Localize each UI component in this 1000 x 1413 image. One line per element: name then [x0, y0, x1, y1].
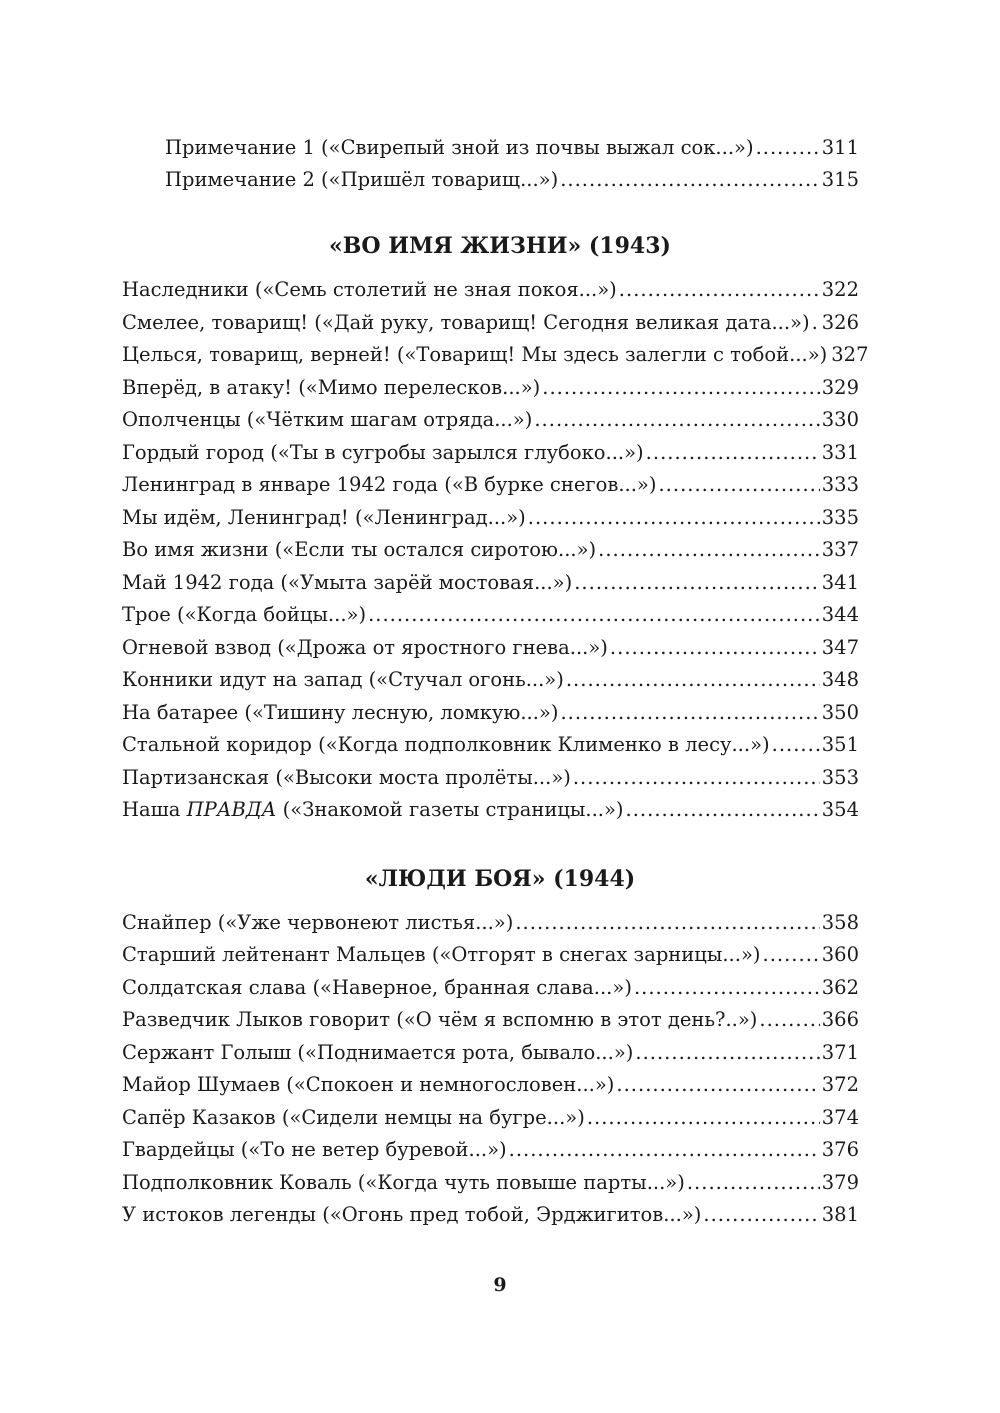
- dot-leader: [763, 942, 820, 968]
- dot-leader: [626, 797, 820, 823]
- toc-entry-title: Примечание 1 («Свирепый зной из почвы выжал сок...»): [165, 136, 754, 159]
- toc-entry: [122, 407, 859, 433]
- dot-leader: [598, 537, 820, 563]
- dot-leader: [560, 700, 819, 726]
- dot-leader: [658, 472, 819, 498]
- toc-entry-page: 315: [821, 168, 859, 191]
- dot-leader: [756, 135, 820, 161]
- toc-entry: [122, 440, 859, 466]
- dot-leader: [587, 1105, 820, 1131]
- toc-entry-title: Сержант Голыш («Поднимается рота, бывало...»): [122, 1041, 634, 1064]
- toc-entry: [122, 1202, 859, 1228]
- page-number: 9: [493, 1274, 507, 1296]
- toc-entry-page: 354: [821, 798, 859, 821]
- toc-entry-title: На батарее («Тишину лесную, ломкую...»): [122, 701, 559, 724]
- toc-entry-page: 341: [821, 571, 859, 594]
- toc-entry: [122, 342, 869, 368]
- toc-entry-page: 329: [821, 376, 859, 399]
- toc-entry-title: [122, 797, 624, 823]
- toc-entry-title-tail: («Знакомой газеты страницы...»): [276, 798, 624, 821]
- toc-entry-page: 311: [821, 136, 859, 159]
- toc-entry: [122, 975, 859, 1001]
- toc-entry-page: 348: [821, 668, 859, 691]
- toc-entry-title: Разведчик Лыков говорит («О чём я вспомню в этот день?..»): [122, 1008, 758, 1031]
- dot-leader: [610, 635, 820, 661]
- toc-entry-page: 358: [821, 911, 859, 934]
- toc-entry: [122, 1072, 859, 1098]
- toc-entry-page: 376: [821, 1138, 859, 1161]
- toc-entry-title: Мы идём, Ленинград! («Ленинград...»): [122, 506, 526, 529]
- toc-entry: [122, 310, 859, 336]
- toc-entry: [122, 942, 859, 968]
- dot-leader: [509, 1137, 820, 1163]
- toc-entry-page: 362: [821, 976, 859, 999]
- dot-leader: [812, 310, 820, 336]
- toc-entry-page: 379: [821, 1171, 859, 1194]
- toc-entry-page: 360: [821, 943, 859, 966]
- toc-entry-page: 335: [821, 506, 859, 529]
- dot-leader: [616, 1072, 819, 1098]
- dot-leader: [635, 1040, 819, 1066]
- toc-entry: [122, 1007, 859, 1033]
- toc-entry: [122, 277, 859, 303]
- toc-entry-title: Гордый город («Ты в сугробы зарылся глубоко...»): [122, 441, 644, 464]
- toc-entry: [122, 1170, 859, 1196]
- toc-entry-page: 333: [821, 473, 859, 496]
- toc-entry-title: Снайпер («Уже червонеют листья...»): [122, 911, 514, 934]
- toc-entry: [122, 732, 859, 758]
- dot-leader: [528, 505, 820, 531]
- toc-entry-title: Ленинград в январе 1942 года («В бурке снегов...»): [122, 473, 657, 496]
- toc-entry-page: 337: [821, 538, 859, 561]
- toc-entry-title: Смелее, товарищ! («Дай руку, товарищ! Сегодня великая дата...»): [122, 311, 810, 334]
- toc-entry: [122, 1105, 859, 1131]
- toc-entry-page: 347: [821, 636, 859, 659]
- toc-entry-title: Во имя жизни («Если ты остался сиротою...»): [122, 538, 597, 561]
- toc-entry: [122, 602, 859, 628]
- dot-leader: [634, 975, 820, 1001]
- toc-entry: [122, 472, 859, 498]
- toc-entry-title: Гвардейцы («То не ветер буревой...»): [122, 1138, 507, 1161]
- toc-entry-page: 327: [831, 343, 869, 366]
- dot-leader: [574, 570, 820, 596]
- toc-entry-title: Майор Шумаев («Спокоен и немногословен...»): [122, 1073, 615, 1096]
- toc-entry-page: 326: [821, 311, 859, 334]
- toc-entry-title: Примечание 2 («Пришёл товарищ...»): [165, 168, 559, 191]
- toc-entry: [122, 700, 859, 726]
- dot-leader: [560, 167, 820, 193]
- toc-entry: [122, 375, 859, 401]
- toc-entry-page: 322: [821, 278, 859, 301]
- toc-entry-title: Подполковник Коваль («Когда чуть повыше парты...»): [122, 1171, 685, 1194]
- toc-entry-title: Конники идут на запад («Стучал огонь...»): [122, 668, 564, 691]
- dot-leader: [515, 910, 819, 936]
- dot-leader: [368, 602, 820, 628]
- dot-leader: [534, 407, 819, 433]
- toc-entry-page: 353: [821, 766, 859, 789]
- toc-entry-page: 350: [821, 701, 859, 724]
- dot-leader: [573, 765, 820, 791]
- dot-leader: [703, 1202, 819, 1228]
- toc-entry-page: 372: [821, 1073, 859, 1096]
- toc-entry-page: 331: [821, 441, 859, 464]
- toc-entry-title: Трое («Когда бойцы...»): [122, 603, 367, 626]
- toc-entry-title: Партизанская («Высоки моста пролёты...»): [122, 766, 571, 789]
- toc-entry-title: У истоков легенды («Огонь пред тобой, Эрджигитов...»): [122, 1203, 702, 1226]
- toc-entry-page: 381: [821, 1203, 859, 1226]
- toc-entry: [122, 537, 859, 563]
- dot-leader: [772, 732, 820, 758]
- toc-entry-title: Вперёд, в атаку! («Мимо перелесков...»): [122, 376, 541, 399]
- toc-entry: [122, 1040, 859, 1066]
- dot-leader: [619, 277, 820, 303]
- toc-entry-page: 371: [821, 1041, 859, 1064]
- toc-entry-title: Май 1942 года («Умыта зарёй мостовая...»): [122, 571, 573, 594]
- toc-entry-title: Старший лейтенант Мальцев («Отгорят в снегах зарницы...»): [122, 943, 761, 966]
- toc-entry-title-emphasis: ПРАВДА: [186, 798, 277, 821]
- toc-entry: [122, 505, 859, 531]
- dot-leader: [687, 1170, 820, 1196]
- toc-entry: [122, 635, 859, 661]
- toc-entry-page: 330: [821, 408, 859, 431]
- section-heading: «ВО ИМЯ ЖИЗНИ» (1943): [329, 233, 671, 259]
- toc-entry-title: Наследники («Семь столетий не зная покоя...»): [122, 278, 617, 301]
- toc-entry-title: Солдатская слава («Наверное, бранная слава...»): [122, 976, 632, 999]
- toc-entry-title: Целься, товарищ, верней! («Товарищ! Мы здесь залегли с тобой...»): [122, 343, 828, 366]
- toc-entry-page: 344: [821, 603, 859, 626]
- toc-entry-page: 351: [821, 733, 859, 756]
- dot-leader: [542, 375, 820, 401]
- toc-entry-title: Стальной коридор («Когда подполковник Клименко в лесу...»): [122, 733, 770, 756]
- toc-entry: [122, 797, 859, 823]
- toc-entry-page: 366: [821, 1008, 859, 1031]
- dot-leader: [646, 440, 820, 466]
- toc-entry-title: Огневой взвод («Дрожа от яростного гнева...»): [122, 636, 608, 659]
- toc-entry-title: Ополченцы («Чётким шагам отряда...»): [122, 408, 533, 431]
- toc-entry-title-lead: Наша: [122, 798, 187, 821]
- toc-entry-page: 374: [821, 1106, 859, 1129]
- section-heading: «ЛЮДИ БОЯ» (1944): [364, 866, 636, 892]
- toc-entry: [122, 570, 859, 596]
- toc-entry: [122, 1137, 859, 1163]
- toc-entry: [165, 167, 859, 193]
- toc-entry-title: Сапёр Казаков («Сидели немцы на бугре...»): [122, 1106, 585, 1129]
- dot-leader: [759, 1007, 819, 1033]
- toc-entry: [122, 910, 859, 936]
- toc-entry: [122, 667, 859, 693]
- toc-entry: [122, 765, 859, 791]
- toc-entry: [165, 135, 859, 161]
- dot-leader: [566, 667, 820, 693]
